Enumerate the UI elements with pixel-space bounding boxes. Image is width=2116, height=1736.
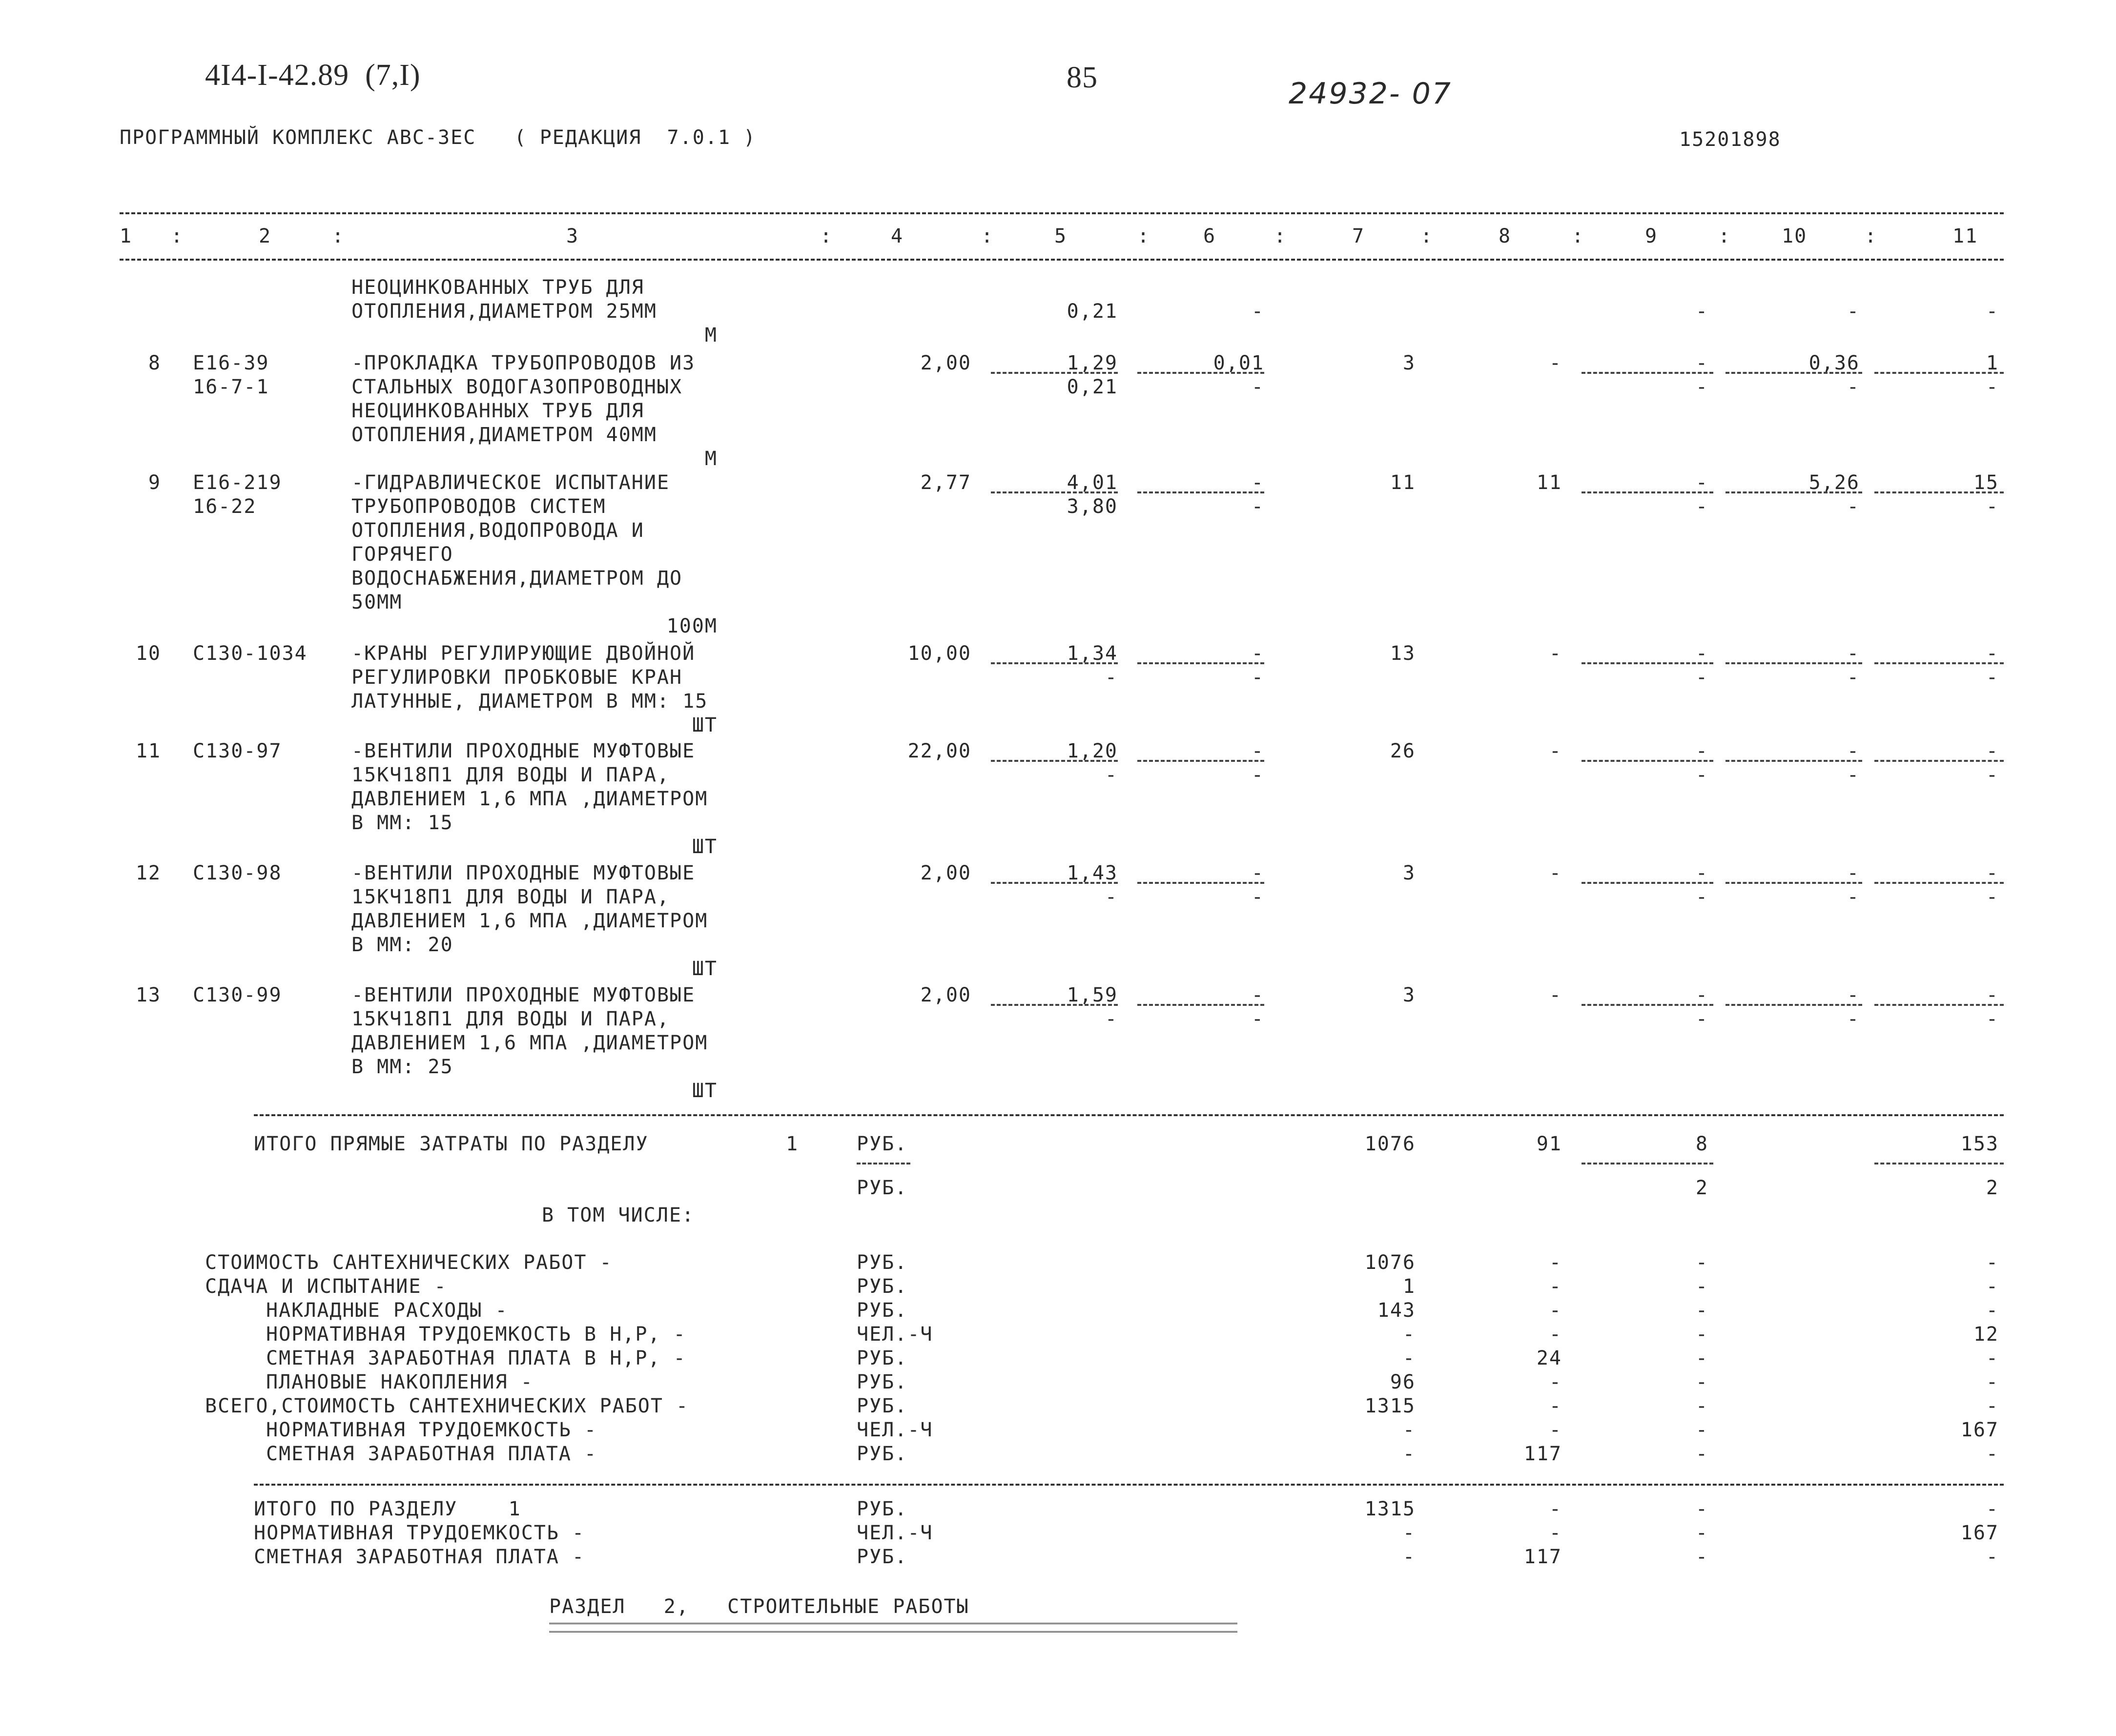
item-unit: ШТ [692, 1080, 718, 1102]
machine-wage: - [1251, 764, 1264, 786]
total-cost: 3 [1402, 352, 1416, 374]
breakdown-col9: - [1695, 1347, 1708, 1369]
fraction-rule [1874, 882, 2004, 884]
item-unit: М [704, 324, 718, 347]
breakdown-col9: - [1695, 1275, 1708, 1298]
section-total-col9: - [1695, 1498, 1708, 1520]
item-description-line: -ВЕНТИЛИ ПРОХОДНЫЕ МУФТОВЫЕ [351, 984, 696, 1006]
col9-value: - [1695, 984, 1708, 1006]
fraction-rule [1874, 760, 2004, 762]
breakdown-unit: ЧЕЛ.-Ч [857, 1419, 933, 1441]
item-description-line: ВОДОСНАБЖЕНИЯ,ДИАМЕТРОМ ДО [351, 567, 683, 590]
col9-sub-value: - [1695, 764, 1708, 786]
col11-sub-value: - [1986, 666, 1999, 689]
item-description-line: ДАВЛЕНИЕМ 1,6 МПА ,ДИАМЕТРОМ [351, 1032, 708, 1054]
section-total-unit: РУБ. [857, 1498, 908, 1520]
column-separator: : [820, 225, 833, 247]
item-number: 9 [148, 471, 161, 494]
fraction-rule [1137, 372, 1264, 374]
quantity: 2,00 [920, 984, 971, 1006]
breakdown-label: СМЕТНАЯ ЗАРАБОТНАЯ ПЛАТА В Н,Р, - [266, 1347, 686, 1369]
quantity: 2,77 [920, 471, 971, 494]
breakdown-total: 143 [1377, 1299, 1416, 1322]
fraction-rule [1582, 760, 1713, 762]
document-code: 4I4-I-42.89 (7,I) [205, 59, 421, 92]
direct-costs-col11-sub: 2 [1986, 1177, 1999, 1199]
handwritten-number: 24932- 07 [1289, 77, 1452, 111]
breakdown-label: НОРМАТИВНАЯ ТРУДОЕМКОСТЬ В Н,Р, - [266, 1323, 686, 1346]
col11-sub-value: - [1986, 300, 1999, 323]
item-description-line: СТАЛЬНЫХ ВОДОГАЗОПРОВОДНЫХ [351, 376, 683, 398]
breakdown-total: 1 [1402, 1275, 1416, 1298]
fraction-rule [1874, 372, 2004, 374]
col9-sub-value: - [1695, 495, 1708, 518]
section-total-value: - [1402, 1546, 1416, 1568]
quantity: 10,00 [907, 642, 971, 665]
direct-costs-unit-2: РУБ. [857, 1177, 908, 1199]
col9-sub-value: - [1695, 376, 1708, 398]
section-total-label: СМЕТНАЯ ЗАРАБОТНАЯ ПЛАТА - [254, 1546, 585, 1568]
wage-cost: - [1549, 642, 1562, 665]
breakdown-col11: - [1986, 1275, 1999, 1298]
fraction-rule [991, 760, 1118, 762]
item-description-line: -ПРОКЛАДКА ТРУБОПРОВОДОВ ИЗ [351, 352, 696, 374]
breakdown-col11: - [1986, 1395, 1999, 1417]
item-description-line: ГОРЯЧЕГО [351, 543, 453, 566]
item-number: 12 [135, 862, 161, 884]
item-description-line: -ВЕНТИЛИ ПРОХОДНЫЕ МУФТОВЫЕ [351, 862, 696, 884]
col11-value: - [1986, 984, 1999, 1006]
col10-value: 0,36 [1808, 352, 1860, 374]
column-header-1: 1 [120, 225, 133, 247]
breakdown-col11: 167 [1960, 1419, 1999, 1441]
column-separator: : [1572, 225, 1585, 247]
item-code: Е16-219 [193, 471, 282, 494]
item-code: С130-1034 [193, 642, 308, 665]
breakdown-unit: РУБ. [857, 1275, 908, 1298]
direct-costs-wage: 91 [1536, 1133, 1562, 1155]
section-total-col11: - [1986, 1498, 1999, 1520]
unit-rule [857, 1163, 910, 1164]
breakdown-label: ВСЕГО,СТОИМОСТЬ САНТЕХНИЧЕСКИХ РАБОТ - [205, 1395, 689, 1417]
machine-cost: - [1251, 984, 1264, 1006]
breakdown-wage: - [1549, 1323, 1562, 1346]
column-separator: : [1865, 225, 1878, 247]
direct-costs-label: ИТОГО ПРЯМЫЕ ЗАТРАТЫ ПО РАЗДЕЛУ [254, 1133, 649, 1155]
breakdown-total: - [1402, 1419, 1416, 1441]
fraction-rule [991, 491, 1118, 493]
item-unit: ШТ [692, 714, 718, 736]
item-description-line: ДАВЛЕНИЕМ 1,6 МПА ,ДИАМЕТРОМ [351, 788, 708, 810]
fraction-rule [991, 662, 1118, 664]
breakdown-total: 1315 [1364, 1395, 1416, 1417]
next-section-underline [549, 1623, 1237, 1633]
unit-cost-wage: 3,80 [1067, 495, 1118, 518]
including-label: В ТОМ ЧИСЛЕ: [542, 1204, 695, 1226]
item-description-line: ЛАТУННЫЕ, ДИАМЕТРОМ В ММ: 15 [351, 690, 708, 713]
fraction-rule [991, 882, 1118, 884]
item-unit: М [704, 448, 718, 470]
column-header-11: 11 [1952, 225, 1978, 247]
fraction-rule [991, 1004, 1118, 1006]
fraction-rule [1137, 491, 1264, 493]
item-description-line: РЕГУЛИРОВКИ ПРОБКОВЫЕ КРАН [351, 666, 683, 689]
column-header-3: 3 [566, 225, 579, 247]
fraction-rule [1726, 1004, 1862, 1006]
col10-value: - [1847, 984, 1860, 1006]
breakdown-col9: - [1695, 1419, 1708, 1441]
unit-cost-wage: - [1105, 1008, 1118, 1030]
fraction-rule [1874, 491, 2004, 493]
machine-cost: 0,01 [1213, 352, 1264, 374]
breakdown-label: НОРМАТИВНАЯ ТРУДОЕМКОСТЬ - [266, 1419, 597, 1441]
col9-sub-value: - [1695, 1008, 1708, 1030]
direct-costs-col9: 8 [1695, 1133, 1708, 1155]
unit-cost-wage: 0,21 [1067, 376, 1118, 398]
fraction-rule [1874, 662, 2004, 664]
breakdown-label: СМЕТНАЯ ЗАРАБОТНАЯ ПЛАТА - [266, 1443, 597, 1465]
breakdown-col11: - [1986, 1251, 1999, 1274]
machine-cost: - [1251, 642, 1264, 665]
col10-sub-value: - [1847, 666, 1860, 689]
breakdown-unit: РУБ. [857, 1251, 908, 1274]
item-description-line: 15КЧ18П1 ДЛЯ ВОДЫ И ПАРА, [351, 764, 670, 786]
breakdown-unit: РУБ. [857, 1371, 908, 1393]
unit-cost-wage: - [1105, 886, 1118, 908]
column-header-6: 6 [1203, 225, 1216, 247]
wage-cost: - [1549, 984, 1562, 1006]
fraction-rule [1726, 491, 1862, 493]
breakdown-wage: - [1549, 1419, 1562, 1441]
section-total-col11: 167 [1960, 1522, 1999, 1544]
breakdown-total: - [1402, 1323, 1416, 1346]
unit-cost-total: 1,34 [1067, 642, 1118, 665]
machine-cost: - [1251, 471, 1264, 494]
section-total-col9: - [1695, 1522, 1708, 1544]
breakdown-col11: - [1986, 1299, 1999, 1322]
col10-sub-value: - [1847, 495, 1860, 518]
breakdown-wage: - [1549, 1275, 1562, 1298]
breakdown-unit: РУБ. [857, 1347, 908, 1369]
column-separator: : [1420, 225, 1434, 247]
item-code: С130-98 [193, 862, 282, 884]
breakdown-col9: - [1695, 1395, 1708, 1417]
fraction-rule [1582, 491, 1713, 493]
breakdown-col9: - [1695, 1443, 1708, 1465]
wage-cost: - [1549, 740, 1562, 762]
column-header-5: 5 [1054, 225, 1068, 247]
fraction-rule [1582, 1004, 1713, 1006]
machine-wage: - [1251, 300, 1264, 323]
item-unit: 100М [666, 615, 718, 637]
item-description-line: ОТОПЛЕНИЯ,ДИАМЕТРОМ 40ММ [351, 424, 657, 446]
fraction-rule [1726, 760, 1862, 762]
quantity: 22,00 [907, 740, 971, 762]
breakdown-wage: 117 [1523, 1443, 1562, 1465]
breakdown-label: СДАЧА И ИСПЫТАНИЕ - [205, 1275, 447, 1298]
direct-costs-col11: 153 [1960, 1133, 1999, 1155]
column-separator: : [332, 225, 345, 247]
fraction-rule [1726, 882, 1862, 884]
breakdown-unit: ЧЕЛ.-Ч [857, 1323, 933, 1346]
col9-value: - [1695, 862, 1708, 884]
item-description-line: 15КЧ18П1 ДЛЯ ВОДЫ И ПАРА, [351, 886, 670, 908]
column-separator: : [1274, 225, 1287, 247]
item-unit: ШТ [692, 836, 718, 858]
breakdown-label: СТОИМОСТЬ САНТЕХНИЧЕСКИХ РАБОТ - [205, 1251, 613, 1274]
col11-sub-value: - [1986, 764, 1999, 786]
direct-costs-total: 1076 [1364, 1133, 1416, 1155]
col9-value: - [1695, 352, 1708, 374]
item-description-line: НЕОЦИНКОВАННЫХ ТРУБ ДЛЯ [351, 400, 644, 422]
breakdown-col11: 12 [1973, 1323, 1999, 1346]
col11-value: - [1986, 862, 1999, 884]
direct-costs-col9-sub: 2 [1695, 1177, 1708, 1199]
breakdown-wage: - [1549, 1251, 1562, 1274]
item-code: С130-97 [193, 740, 282, 762]
total-cost: 11 [1390, 471, 1416, 494]
section-total-wage: - [1549, 1522, 1562, 1544]
col11-sub-value: - [1986, 495, 1999, 518]
breakdown-col9: - [1695, 1371, 1708, 1393]
item-code: 16-7-1 [193, 376, 269, 398]
col9-value: - [1695, 471, 1708, 494]
machine-cost: - [1251, 740, 1264, 762]
program-title: ПРОГРАММНЫЙ КОМПЛЕКС АВС-3ЕС ( РЕДАКЦИЯ 7.0.1 ) [120, 126, 757, 149]
col9-sub-value: - [1695, 300, 1708, 323]
breakdown-unit: РУБ. [857, 1443, 908, 1465]
total-cost: 3 [1402, 862, 1416, 884]
item-code: 16-22 [193, 495, 257, 518]
breakdown-total: 96 [1390, 1371, 1416, 1393]
machine-cost: - [1251, 862, 1264, 884]
breakdown-total: - [1402, 1347, 1416, 1369]
breakdown-col9: - [1695, 1323, 1708, 1346]
fraction-rule [1582, 662, 1713, 664]
col9-value: - [1695, 740, 1708, 762]
unit-cost-total: 4,01 [1067, 471, 1118, 494]
unit-cost-total: 1,59 [1067, 984, 1118, 1006]
item-description-line: В ММ: 15 [351, 812, 453, 834]
col10-value: 5,26 [1808, 471, 1860, 494]
total-cost: 26 [1390, 740, 1416, 762]
fraction-rule [1137, 760, 1264, 762]
machine-wage: - [1251, 376, 1264, 398]
machine-wage: - [1251, 666, 1264, 689]
column-separator: : [171, 225, 184, 247]
col11-value: 15 [1973, 471, 1999, 494]
item-description-line: ОТОПЛЕНИЯ,ДИАМЕТРОМ 25ММ [351, 300, 657, 323]
item-unit: ШТ [692, 958, 718, 980]
breakdown-label: ПЛАНОВЫЕ НАКОПЛЕНИЯ - [266, 1371, 534, 1393]
breakdown-unit: РУБ. [857, 1299, 908, 1322]
col10-sub-value: - [1847, 764, 1860, 786]
item-number: 10 [135, 642, 161, 665]
fraction-rule [1137, 882, 1264, 884]
document-id: 15201898 [1679, 128, 1781, 151]
item-description-line: 15КЧ18П1 ДЛЯ ВОДЫ И ПАРА, [351, 1008, 670, 1030]
column-header-8: 8 [1499, 225, 1512, 247]
col11-value: 1 [1986, 352, 1999, 374]
wage-cost: - [1549, 862, 1562, 884]
section-total-value: 1315 [1364, 1498, 1416, 1520]
fraction-rule [991, 372, 1118, 374]
breakdown-total: - [1402, 1443, 1416, 1465]
breakdown-col11: - [1986, 1443, 1999, 1465]
item-code: Е16-39 [193, 352, 269, 374]
column-separator: : [981, 225, 994, 247]
total-cost: 3 [1402, 984, 1416, 1006]
item-number: 8 [148, 352, 161, 374]
section-total-value: - [1402, 1522, 1416, 1544]
item-description-line: ТРУБОПРОВОДОВ СИСТЕМ [351, 495, 606, 518]
breakdown-unit: РУБ. [857, 1395, 908, 1417]
item-description-line: ОТОПЛЕНИЯ,ВОДОПРОВОДА И [351, 519, 644, 542]
col9-sub-value: - [1695, 886, 1708, 908]
table-top-rule [120, 212, 2004, 214]
item-description-line: В ММ: 25 [351, 1056, 453, 1078]
col11-sub-value: - [1986, 1008, 1999, 1030]
breakdown-wage: - [1549, 1299, 1562, 1322]
machine-wage: - [1251, 1008, 1264, 1030]
totals-rule [254, 1484, 2004, 1486]
item-description-line: 50ММ [351, 591, 403, 613]
item-number: 11 [135, 740, 161, 762]
item-description-line: В ММ: 20 [351, 934, 453, 956]
section-total-wage: - [1549, 1498, 1562, 1520]
col11-sub-value: - [1986, 886, 1999, 908]
col11-sub-value: - [1986, 376, 1999, 398]
quantity: 2,00 [920, 862, 971, 884]
fraction-rule [1582, 1163, 1713, 1164]
section-total-label: ИТОГО ПО РАЗДЕЛУ 1 [254, 1498, 521, 1520]
column-header-4: 4 [891, 225, 904, 247]
breakdown-total: 1076 [1364, 1251, 1416, 1274]
fraction-rule [1582, 882, 1713, 884]
breakdown-col11: - [1986, 1371, 1999, 1393]
item-description-line: НЕОЦИНКОВАННЫХ ТРУБ ДЛЯ [351, 276, 644, 299]
col10-sub-value: - [1847, 300, 1860, 323]
col10-sub-value: - [1847, 886, 1860, 908]
column-header-7: 7 [1352, 225, 1365, 247]
machine-wage: - [1251, 886, 1264, 908]
breakdown-wage: - [1549, 1395, 1562, 1417]
fraction-rule [1726, 372, 1862, 374]
section-total-wage: 117 [1523, 1546, 1562, 1568]
wage-cost: 11 [1536, 471, 1562, 494]
col10-value: - [1847, 642, 1860, 665]
fraction-rule [1874, 1004, 2004, 1006]
next-section-title: РАЗДЕЛ 2, СТРОИТЕЛЬНЫЕ РАБОТЫ [549, 1595, 969, 1618]
total-cost: 13 [1390, 642, 1416, 665]
page-number: 85 [1067, 61, 1098, 94]
col9-value: - [1695, 642, 1708, 665]
fraction-rule [1582, 372, 1713, 374]
quantity: 2,00 [920, 352, 971, 374]
unit-cost-total: 1,43 [1067, 862, 1118, 884]
fraction-rule [1137, 1004, 1264, 1006]
item-description-line: ДАВЛЕНИЕМ 1,6 МПА ,ДИАМЕТРОМ [351, 910, 708, 932]
column-separator: : [1718, 225, 1731, 247]
breakdown-label: НАКЛАДНЫЕ РАСХОДЫ - [266, 1299, 508, 1322]
section-total-label: НОРМАТИВНАЯ ТРУДОЕМКОСТЬ - [254, 1522, 585, 1544]
col11-value: - [1986, 642, 1999, 665]
machine-wage: - [1251, 495, 1264, 518]
unit-cost-wage: - [1105, 764, 1118, 786]
item-description-line: -ВЕНТИЛИ ПРОХОДНЫЕ МУФТОВЫЕ [351, 740, 696, 762]
column-header-10: 10 [1782, 225, 1808, 247]
breakdown-wage: - [1549, 1371, 1562, 1393]
unit-cost-total: 1,20 [1067, 740, 1118, 762]
column-header-2: 2 [259, 225, 272, 247]
section-total-unit: РУБ. [857, 1546, 908, 1568]
col10-sub-value: - [1847, 1008, 1860, 1030]
breakdown-col9: - [1695, 1251, 1708, 1274]
breakdown-wage: 24 [1536, 1347, 1562, 1369]
section-total-col9: - [1695, 1546, 1708, 1568]
fraction-rule [1874, 1163, 2004, 1164]
item-description-line: -КРАНЫ РЕГУЛИРУЮЩИЕ ДВОЙНОЙ [351, 642, 696, 665]
item-code: С130-99 [193, 984, 282, 1006]
col9-sub-value: - [1695, 666, 1708, 689]
unit-cost-wage: 0,21 [1067, 300, 1118, 323]
item-number: 13 [135, 984, 161, 1006]
breakdown-col9: - [1695, 1299, 1708, 1322]
col11-value: - [1986, 740, 1999, 762]
breakdown-col11: - [1986, 1347, 1999, 1369]
direct-costs-unit: РУБ. [857, 1133, 908, 1155]
subtotal-rule [254, 1114, 2004, 1116]
direct-costs-section: 1 [786, 1133, 799, 1155]
col10-sub-value: - [1847, 376, 1860, 398]
item-description-line: -ГИДРАВЛИЧЕСКОЕ ИСПЫТАНИЕ [351, 471, 670, 494]
section-total-unit: ЧЕЛ.-Ч [857, 1522, 933, 1544]
fraction-rule [1137, 662, 1264, 664]
column-header-9: 9 [1645, 225, 1658, 247]
unit-cost-total: 1,29 [1067, 352, 1118, 374]
section-total-col11: - [1986, 1546, 1999, 1568]
column-separator: : [1137, 225, 1150, 247]
col10-value: - [1847, 862, 1860, 884]
fraction-rule [1726, 662, 1862, 664]
column-header-rule [120, 259, 2004, 261]
wage-cost: - [1549, 352, 1562, 374]
col10-value: - [1847, 740, 1860, 762]
unit-cost-wage: - [1105, 666, 1118, 689]
